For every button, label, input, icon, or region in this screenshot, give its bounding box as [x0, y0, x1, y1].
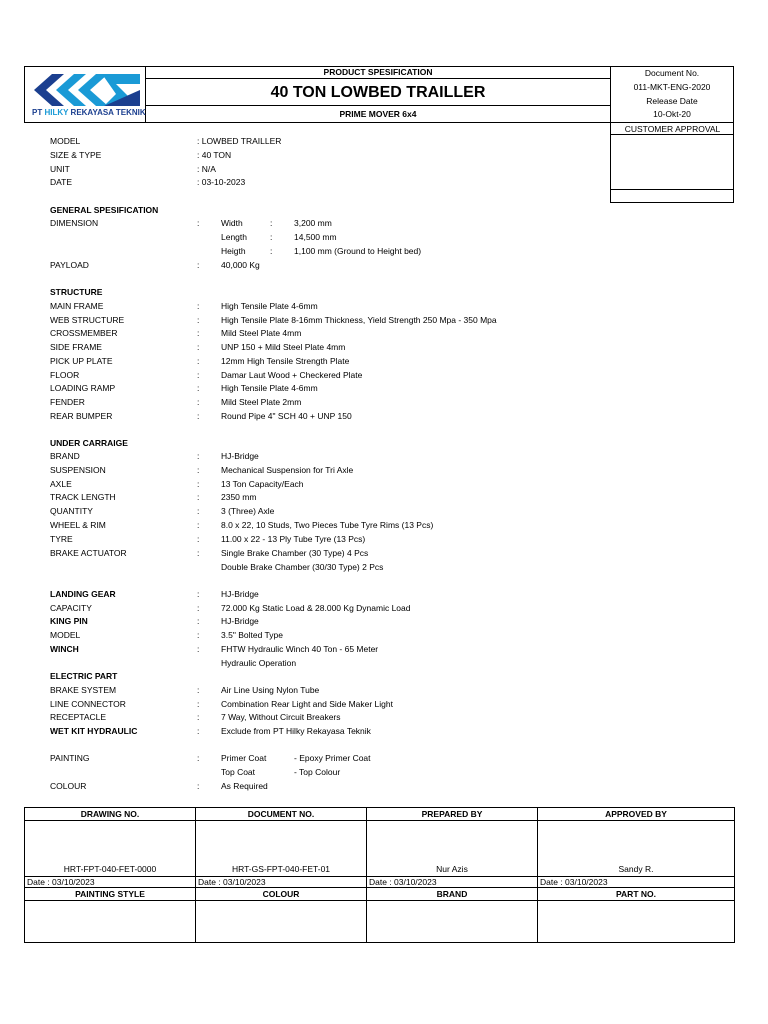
- customer-approval-box: [610, 189, 734, 203]
- table-header: PART NO.: [538, 888, 735, 901]
- spec-value: UNP 150 + Mild Steel Plate 4mm: [221, 342, 346, 353]
- colon: :: [197, 383, 200, 394]
- paint-value: - Epoxy Primer Coat: [294, 753, 371, 763]
- doc-no-label: Document No.: [644, 68, 700, 78]
- spec-label: DIMENSION: [50, 218, 99, 228]
- spec-value: HJ-Bridge: [221, 616, 259, 626]
- spec-label: SIDE FRAME: [50, 342, 102, 353]
- colon: :: [197, 533, 200, 544]
- logo-cell: [24, 66, 146, 123]
- spec-label: CROSSMEMBER: [50, 328, 118, 339]
- dim-key: Width: [221, 218, 243, 228]
- colon: :: [197, 616, 200, 626]
- spec-label: UNIT: [50, 164, 70, 174]
- spec-label: BRAND: [50, 451, 80, 461]
- colon: :: [197, 698, 200, 709]
- table-header: DRAWING NO.: [25, 808, 196, 821]
- colon: :: [197, 355, 200, 366]
- spec-label: TRACK LENGTH: [50, 492, 116, 503]
- colon: :: [197, 410, 200, 421]
- spec-value: High Tensile Plate 4-6mm: [221, 383, 318, 394]
- spec-value: Single Brake Chamber (30 Type) 4 Pcs: [221, 547, 369, 558]
- spec-label: LINE CONNECTOR: [50, 698, 126, 709]
- spec-label: REAR BUMPER: [50, 410, 113, 421]
- spec-value: 3 (Three) Axle: [221, 506, 275, 517]
- spec-label: BRAKE ACTUATOR: [50, 547, 127, 558]
- brand-cell: [367, 901, 538, 943]
- table-header: BRAND: [367, 888, 538, 901]
- company-logo-icon: [32, 70, 142, 110]
- signoff-table: [24, 807, 735, 943]
- spec-label: QUANTITY: [50, 506, 93, 517]
- colour-cell: [196, 901, 367, 943]
- spec-label: TYRE: [50, 533, 73, 544]
- colon: :: [197, 314, 200, 325]
- section-heading: UNDER CARRAIGE: [50, 438, 128, 448]
- customer-approval-label: CUSTOMER APPROVAL: [611, 123, 734, 135]
- spec-value: 11.00 x 22 - 13 Ply Tube Tyre (13 Pcs): [221, 533, 366, 544]
- colon: :: [197, 712, 200, 723]
- spec-value: 13 Ton Capacity/Each: [221, 478, 304, 489]
- spec-value: Double Brake Chamber (30/30 Type) 2 Pcs: [221, 562, 384, 572]
- spec-value: Mechanical Suspension for Tri Axle: [221, 464, 354, 475]
- spec-label: PAYLOAD: [50, 260, 89, 270]
- spec-label: FLOOR: [50, 369, 80, 380]
- colon: :: [197, 260, 200, 270]
- table-header: APPROVED BY: [538, 808, 735, 821]
- colon: :: [197, 726, 200, 736]
- spec-value: : LOWBED TRAILLER: [197, 136, 282, 146]
- doc-type: PRODUCT SPESIFICATION: [146, 66, 610, 79]
- spec-value: : 03-10-2023: [197, 177, 246, 187]
- colon: :: [270, 232, 273, 242]
- spec-label: LOADING RAMP: [50, 383, 116, 394]
- spec-value: Hydraulic Operation: [221, 658, 297, 668]
- dim-value: 1,100 mm (Ground to Height bed): [294, 246, 422, 256]
- section-heading: GENERAL SPESIFICATION: [50, 205, 159, 215]
- spec-value: HJ-Bridge: [221, 451, 259, 461]
- dim-value: 14,500 mm: [294, 232, 337, 242]
- doc-subtitle: PRIME MOVER 6x4: [339, 109, 417, 119]
- spec-label: DATE: [50, 177, 73, 187]
- colon: :: [197, 547, 200, 558]
- spec-label: MODEL: [50, 630, 81, 640]
- colon: :: [197, 451, 200, 461]
- spec-value: 40,000 Kg: [221, 260, 260, 270]
- spec-label: MAIN FRAME: [50, 301, 104, 311]
- table-header: COLOUR: [196, 888, 367, 901]
- colon: :: [197, 328, 200, 339]
- spec-label: LANDING GEAR: [50, 589, 116, 599]
- colon: :: [197, 685, 200, 695]
- paint-key: Top Coat: [221, 767, 256, 777]
- spec-label: WEB STRUCTURE: [50, 314, 125, 325]
- colon: :: [197, 589, 200, 599]
- date-cell: Date : 03/10/2023: [538, 877, 735, 888]
- colon: :: [197, 464, 200, 475]
- spec-label: MODEL: [50, 136, 81, 146]
- colon: :: [197, 396, 200, 407]
- colon: :: [197, 492, 200, 503]
- spec-value: Mild Steel Plate 4mm: [221, 328, 302, 339]
- painting-style-cell: [25, 901, 196, 943]
- release-label: Release Date: [646, 96, 698, 106]
- section-heading: STRUCTURE: [50, 287, 103, 297]
- colon: :: [270, 218, 273, 228]
- spec-value: As Required: [221, 781, 268, 791]
- colon: :: [270, 246, 273, 256]
- colon: :: [197, 644, 200, 654]
- spec-value: High Tensile Plate 8-16mm Thickness, Yield Strength 250 Mpa - 350 Mpa: [221, 314, 497, 325]
- spec-value: Combination Rear Light and Side Maker Light: [221, 698, 393, 709]
- colon: :: [197, 603, 200, 613]
- spec-label: AXLE: [50, 478, 72, 489]
- table-header: DOCUMENT NO.: [196, 808, 367, 821]
- colon: :: [197, 369, 200, 380]
- spec-label: WHEEL & RIM: [50, 520, 106, 530]
- date-cell: Date : 03/10/2023: [196, 877, 367, 888]
- company-name-part1: PT: [32, 108, 45, 117]
- spec-label: SUSPENSION: [50, 464, 106, 475]
- approved-by-cell: Sandy R.: [538, 821, 735, 877]
- colon: :: [197, 781, 200, 791]
- spec-value: Round Pipe 4" SCH 40 + UNP 150: [221, 410, 352, 421]
- spec-label: KING PIN: [50, 616, 88, 626]
- date-cell: Date : 03/10/2023: [25, 877, 196, 888]
- spec-value: FHTW Hydraulic Winch 40 Ton - 65 Meter: [221, 644, 379, 654]
- spec-label: PICK UP PLATE: [50, 355, 113, 366]
- spec-value: : 40 TON: [197, 150, 232, 160]
- spec-label: CAPACITY: [50, 603, 92, 613]
- colon: :: [197, 630, 200, 640]
- paint-key: Primer Coat: [221, 753, 267, 763]
- date-cell: Date : 03/10/2023: [367, 877, 538, 888]
- company-name-part3: REKAYASA TEKNIK: [68, 108, 146, 117]
- colon: :: [197, 506, 200, 517]
- paint-value: - Top Colour: [294, 767, 341, 777]
- spec-label: FENDER: [50, 396, 85, 407]
- company-name-part2: HILKY: [44, 108, 69, 117]
- spec-value: 7 Way, Without Circuit Breakers: [221, 712, 341, 723]
- dim-value: 3,200 mm: [294, 218, 332, 228]
- spec-label: WINCH: [50, 644, 79, 654]
- document-no-cell: HRT-GS-FPT-040-FET-01: [196, 821, 367, 877]
- colon: :: [197, 342, 200, 353]
- spec-value: 2350 mm: [221, 492, 257, 503]
- release-date: 10-Okt-20: [653, 109, 691, 119]
- spec-value: High Tensile Plate 4-6mm: [221, 301, 318, 311]
- company-name: [32, 108, 146, 117]
- spec-label: SIZE & TYPE: [50, 150, 102, 160]
- spec-value: 12mm High Tensile Strength Plate: [221, 355, 350, 366]
- dim-key: Heigth: [221, 246, 246, 256]
- spec-value: 72.000 Kg Static Load & 28.000 Kg Dynamic Load: [221, 603, 411, 613]
- colon: :: [197, 753, 200, 763]
- doc-no: 011-MKT-ENG-2020: [633, 82, 711, 92]
- doc-title: 40 TON LOWBED TRAILLER: [146, 79, 610, 106]
- spec-value: : N/A: [197, 164, 216, 174]
- spec-value: Exclude from PT Hilky Rekayasa Teknik: [221, 726, 371, 736]
- spec-value: Damar Laut Wood + Checkered Plate: [221, 369, 363, 380]
- colon: :: [197, 301, 200, 311]
- spec-label: WET KIT HYDRAULIC: [50, 726, 138, 736]
- table-header: PAINTING STYLE: [25, 888, 196, 901]
- spec-value: Mild Steel Plate 2mm: [221, 396, 302, 407]
- prepared-by-cell: Nur Azis: [367, 821, 538, 877]
- spec-value: Air Line Using Nylon Tube: [221, 685, 320, 695]
- spec-label: COLOUR: [50, 781, 87, 791]
- colon: :: [197, 478, 200, 489]
- spec-value: 8.0 x 22, 10 Studs, Two Pieces Tube Tyre Rims (13 Pcs): [221, 520, 434, 530]
- section-heading: ELECTRIC PART: [50, 671, 118, 681]
- colon: :: [197, 520, 200, 530]
- spec-value: HJ-Bridge: [221, 589, 259, 599]
- spec-label: BRAKE SYSTEM: [50, 685, 117, 695]
- spec-value: 3.5" Bolted Type: [221, 630, 283, 640]
- table-header: PREPARED BY: [367, 808, 538, 821]
- part-no-cell: [538, 901, 735, 943]
- spec-label: RECEPTACLE: [50, 712, 107, 723]
- drawing-no-cell: HRT-FPT-040-FET-0000: [25, 821, 196, 877]
- dim-key: Length: [221, 232, 247, 242]
- colon: :: [197, 218, 200, 228]
- spec-label: PAINTING: [50, 753, 90, 763]
